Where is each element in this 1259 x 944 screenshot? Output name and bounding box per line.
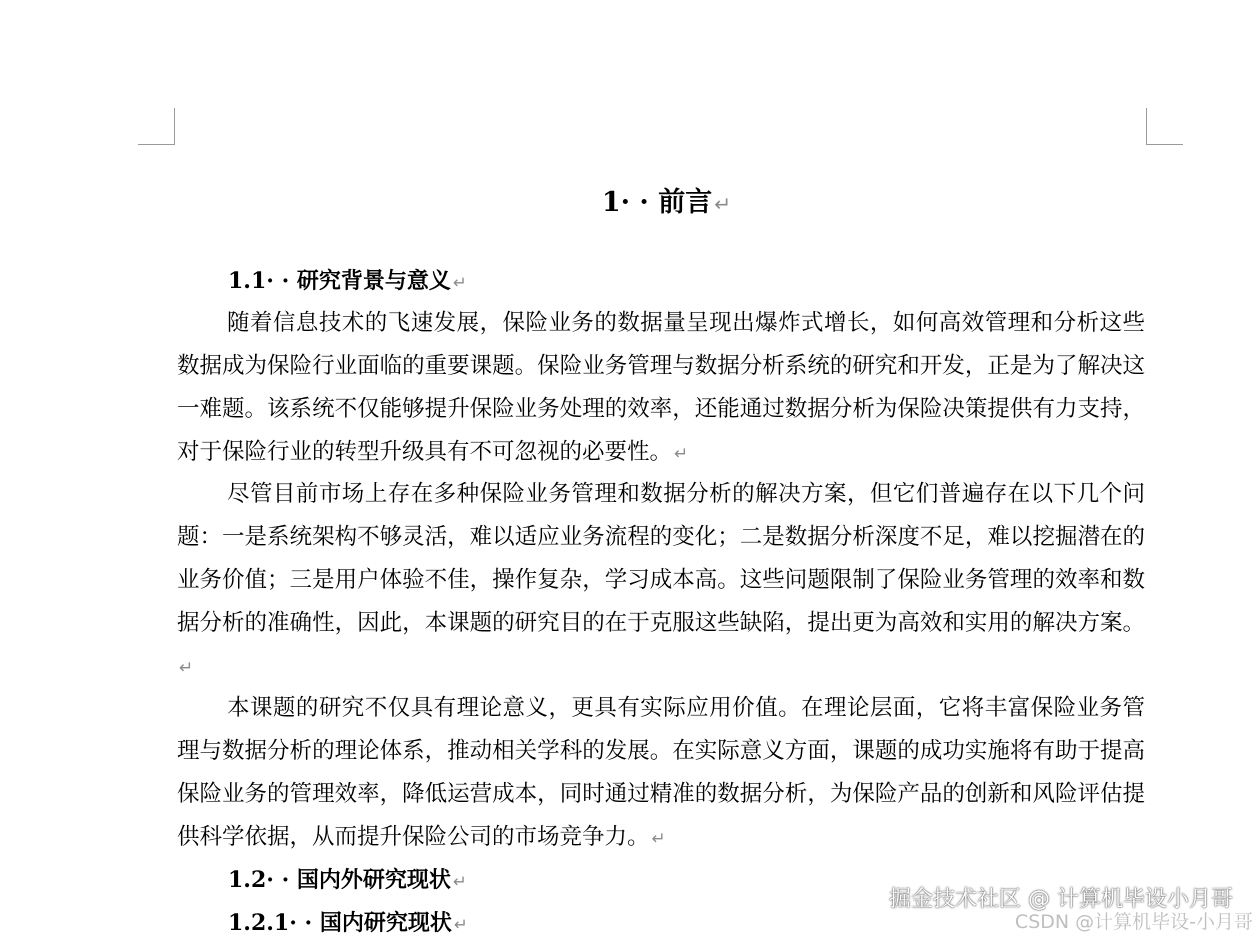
paragraph-mark-icon: ↵ xyxy=(714,192,732,216)
subsection-heading-1-2-1 xyxy=(228,907,468,941)
subsection-heading-text: 1.2.1· · 国内研究现状 xyxy=(228,910,452,936)
paragraph-text: 尽管目前市场上存在多种保险业务管理和数据分析的解决方案，但它们普遍存在以下几个问题：一是系统架构不够灵活，难以适应业务流程的变化；二是数据分析深度不足，难以挖掘潜在的业务价值；三是用户体验不佳，操作复杂，学习成本高。这些问题限制了保险业务管理的效率和数据分析的准确性，因此，本课题的研究目的在于克服这些缺陷，提出更为高效和实用的解决方案。 xyxy=(177,481,1145,636)
section-heading-1-1 xyxy=(228,265,467,299)
paragraph-mark-icon: ↵ xyxy=(453,915,468,934)
paragraph-mark-icon: ↵ xyxy=(452,872,467,891)
body-paragraph xyxy=(177,302,1145,475)
paragraph-text: 随着信息技术的飞速发展，保险业务的数据量呈现出爆炸式增长，如何高效管理和分析这些数据成为保险行业面临的重要课题。保险业务管理与数据分析系统的研究和开发，正是为了解决这一难题。该系统不仅能够提升保险业务处理的效率，还能通过数据分析为保险决策提供有力支持，对于保险行业的转型升级具有不可忽视的必要性。 xyxy=(177,310,1145,465)
paragraph-text: 本课题的研究不仅具有理论意义，更具有实际应用价值。在理论层面，它将丰富保险业务管理与数据分析的理论体系，推动相关学科的发展。在实际意义方面，课题的成功实施将有助于提高保险业务的管理效率，降低运营成本，同时通过精准的数据分析，为保险产品的创新和风险评估提供科学依据，从而提升保险公司的市场竞争力。 xyxy=(177,695,1145,850)
chapter-heading-text: 1· · 前言 xyxy=(601,187,713,218)
page-corner-mark-left xyxy=(138,108,175,145)
paragraph-mark-icon: ↵ xyxy=(651,828,666,848)
paragraph-mark-icon: ↵ xyxy=(452,273,467,292)
page-corner-mark-right xyxy=(1146,108,1183,145)
paragraph-mark-icon: ↵ xyxy=(179,657,194,677)
body-paragraph xyxy=(177,687,1145,860)
watermark-sub: CSDN @计算机毕设-小月哥 xyxy=(1014,911,1253,933)
section-heading-text: 1.1· · 研究背景与意义 xyxy=(228,268,451,294)
section-heading-1-2 xyxy=(228,864,467,898)
chapter-heading xyxy=(0,183,1259,224)
section-heading-text: 1.2· · 国内外研究现状 xyxy=(228,867,451,893)
paragraph-mark-icon: ↵ xyxy=(674,443,689,463)
watermark-main: 掘金技术社区 @ 计算机毕设小月哥 xyxy=(889,887,1233,912)
body-paragraph xyxy=(177,473,1145,689)
